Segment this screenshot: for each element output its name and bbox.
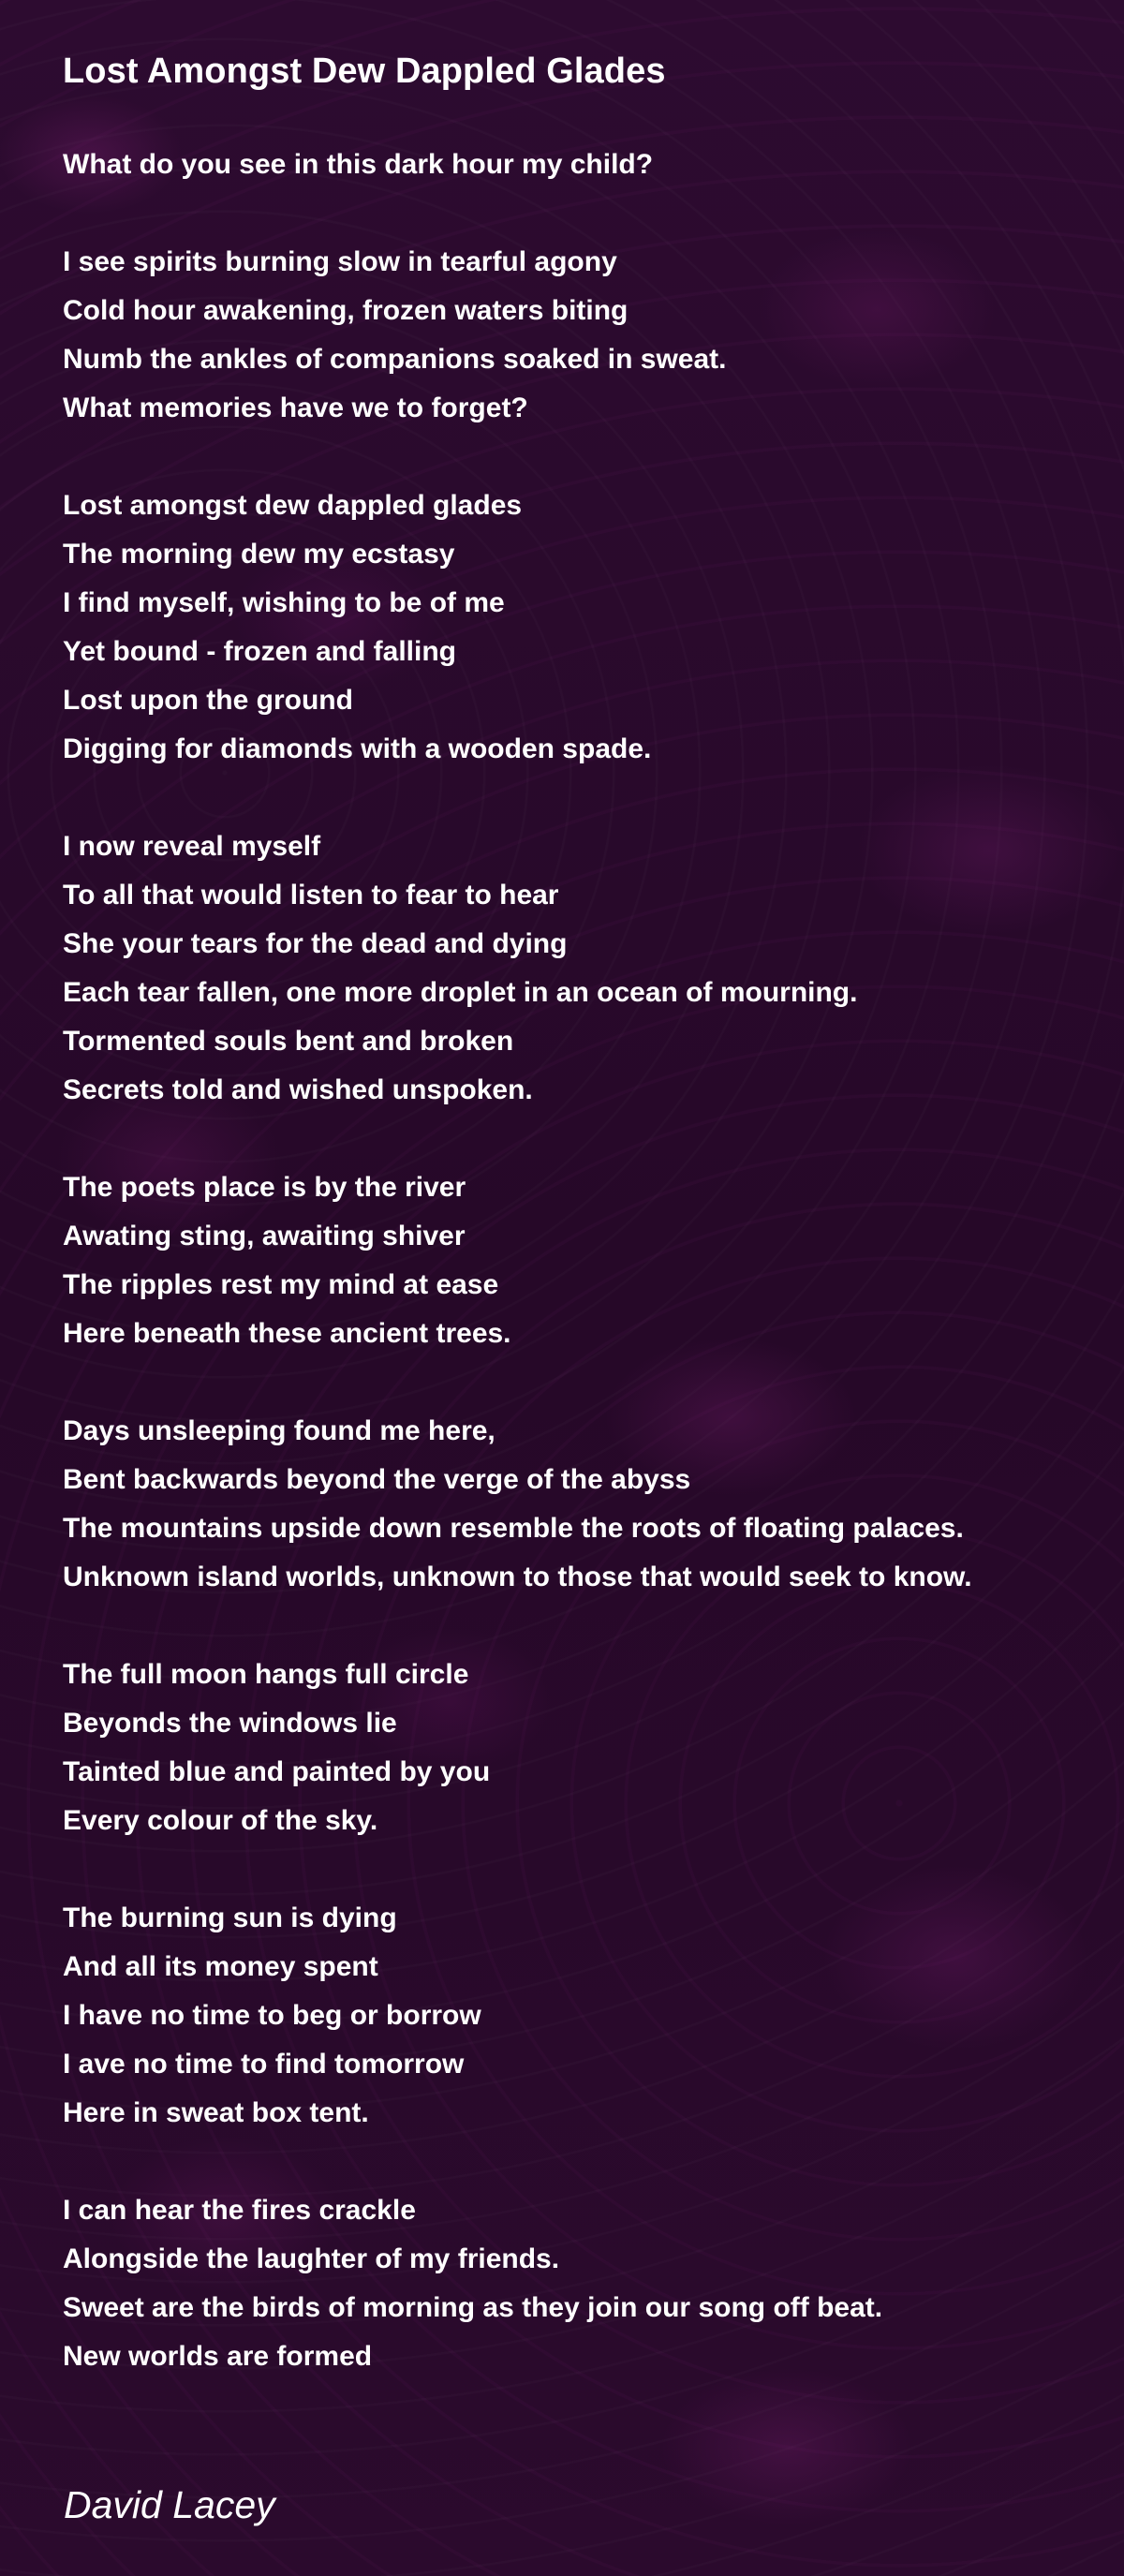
poem-line: Cold hour awakening, frozen waters biting	[63, 295, 629, 326]
poem-line: Here beneath these ancient trees.	[63, 1318, 511, 1349]
poem-line: The burning sun is dying	[63, 1902, 397, 1933]
poem-line: Tainted blue and painted by you	[63, 1756, 491, 1787]
poem-line: And all its money spent	[63, 1951, 378, 1982]
poem-author: David Lacey	[64, 2483, 275, 2526]
poem-line: What memories have we to forget?	[63, 392, 528, 423]
poem-line: The full moon hangs full circle	[63, 1659, 469, 1690]
poem-line: New worlds are formed	[63, 2341, 373, 2372]
poem-line: Sweet are the birds of morning as they join our song off beat.	[63, 2292, 883, 2323]
poem-body	[63, 141, 1093, 2430]
stanza	[63, 822, 1093, 1115]
poem-line: Lost upon the ground	[63, 685, 353, 716]
poem-line: I ave no time to find tomorrow	[63, 2049, 465, 2080]
poem-line: The poets place is by the river	[63, 1172, 466, 1203]
poem-line: Awating sting, awaiting shiver	[63, 1221, 466, 1251]
poem-line: Numb the ankles of companions soaked in sweat.	[63, 344, 727, 375]
poem-line: Digging for diamonds with a wooden spade.	[63, 733, 652, 764]
poem-line: Secrets told and wished unspoken.	[63, 1074, 533, 1105]
poem-line: Every colour of the sky.	[63, 1805, 378, 1836]
stanza	[63, 1407, 1093, 1602]
poem-line: She your tears for the dead and dying	[63, 928, 568, 959]
stanza	[63, 1894, 1093, 2138]
poem-line: Alongside the laughter of my friends.	[63, 2243, 560, 2274]
stanza	[63, 238, 1093, 433]
poem-line: What do you see in this dark hour my child?	[63, 149, 654, 180]
poem-line: The ripples rest my mind at ease	[63, 1269, 499, 1300]
poem-line: Yet bound - frozen and falling	[63, 636, 456, 667]
stanza	[63, 2186, 1093, 2381]
poem-line: I can hear the fires crackle	[63, 2195, 416, 2226]
poem-line: I now reveal myself	[63, 831, 321, 862]
stanza	[63, 141, 1093, 189]
poem-line: The morning dew my ecstasy	[63, 539, 455, 570]
poem-title: Lost Amongst Dew Dappled Glades	[63, 52, 666, 91]
poem-line: I find myself, wishing to be of me	[63, 587, 505, 618]
poem-line: I have no time to beg or borrow	[63, 2000, 481, 2031]
stanza	[63, 481, 1093, 774]
poem-line: Unknown island worlds, unknown to those that would seek to know.	[63, 1562, 972, 1592]
poem-line: The mountains upside down resemble the roots of floating palaces.	[63, 1513, 964, 1544]
stanza	[63, 1163, 1093, 1358]
poem-line: Days unsleeping found me here,	[63, 1415, 495, 1446]
poem-line: Tormented souls bent and broken	[63, 1026, 514, 1057]
poem-line: I see spirits burning slow in tearful agony	[63, 246, 617, 277]
poem-line: Lost amongst dew dappled glades	[63, 490, 523, 521]
poem-line: Each tear fallen, one more droplet in an ocean of mourning.	[63, 977, 858, 1008]
stanza	[63, 1651, 1093, 1845]
poem-line: To all that would listen to fear to hear	[63, 880, 559, 910]
poem-line: Bent backwards beyond the verge of the abyss	[63, 1464, 691, 1495]
poem-line: Here in sweat box tent.	[63, 2097, 369, 2128]
poem-line: Beyonds the windows lie	[63, 1708, 397, 1739]
